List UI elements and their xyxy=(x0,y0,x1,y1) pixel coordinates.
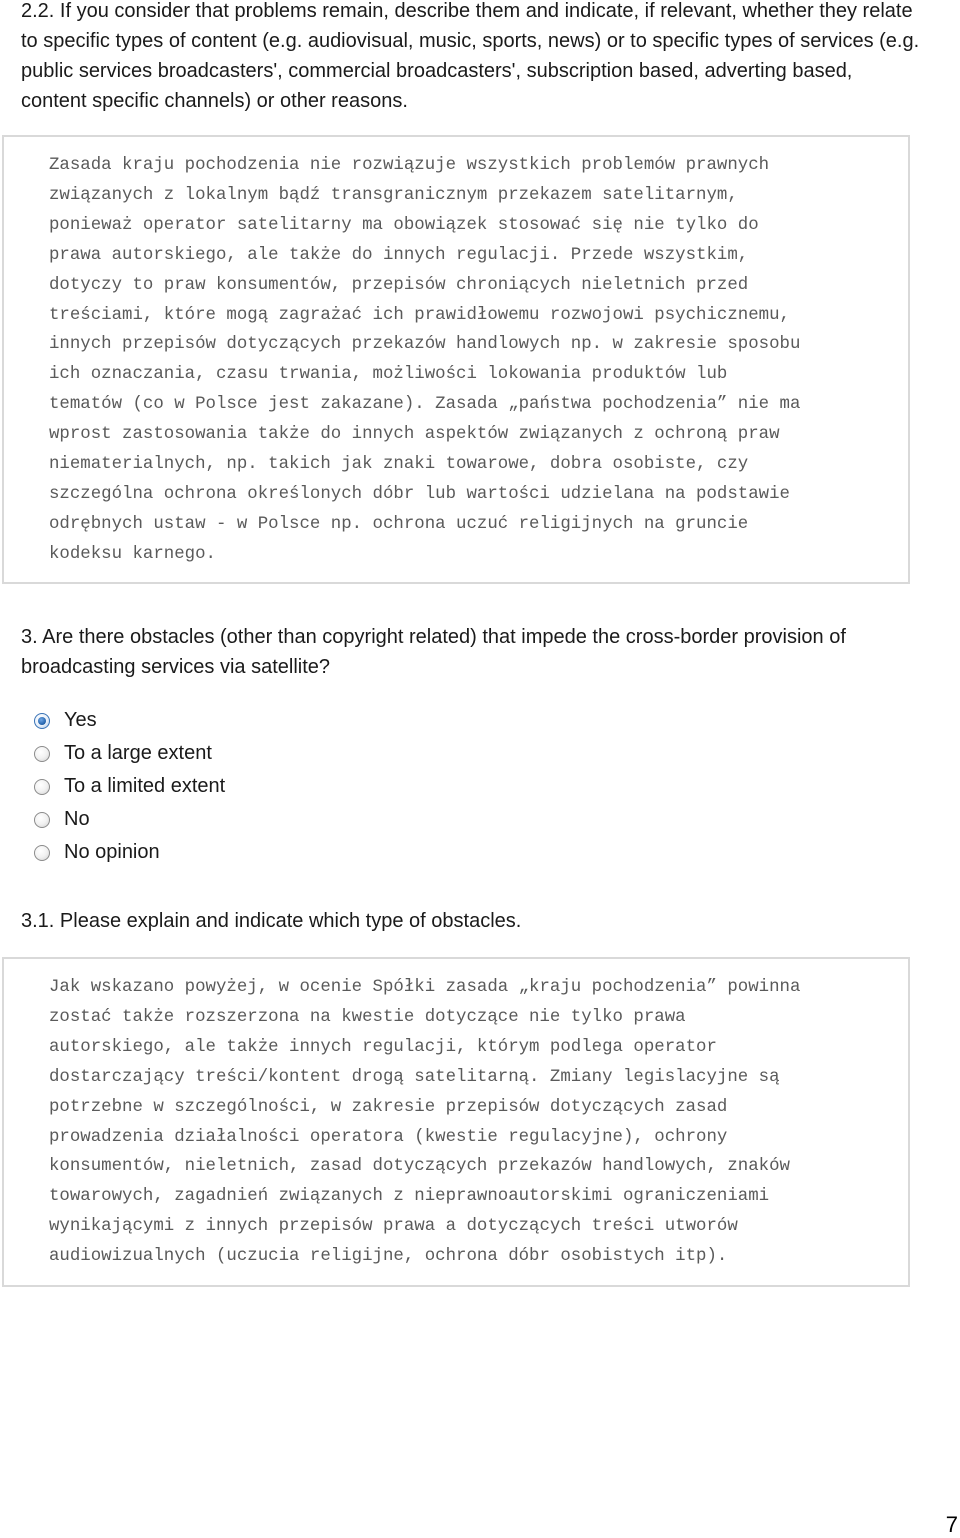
answer-text-3-1: Jak wskazano powyżej, w ocenie Spółki zasada „kraju pochodzenia” powinna zostać także rozszerzona na kwestie dotyczące nie tylko prawa autorskiego, ale także innych regulacji, którym podlega operator dostarczający treści/kontent drogą satelitarną. Zmiany legislacyjne są potrzebne w szczególności, w zakresie przepisów dotyczących zasad prowadzenia działalności operatora (kwestie regulacyjne), ochrony konsumentów, nieletnich, zasad dotyczących przekazów handlowych, znaków towarowych, zagadnień związanych z nieprawnoautorskimi ograniczeniami wynikającymi z innych przepisów prawa a dotyczących treści utworów audiowizualnych (uczucia religijne, ochrona dóbr osobistych itp). xyxy=(49,978,801,1267)
radio-option-large-extent[interactable] xyxy=(34,737,225,770)
radio-label: To a large extent xyxy=(64,742,212,764)
question-3-1: 3.1. Please explain and indicate which type of obstacles. xyxy=(21,910,522,932)
answer-box-2-2[interactable] xyxy=(2,135,910,584)
radio-button-icon[interactable] xyxy=(34,779,50,795)
radio-label: No xyxy=(64,808,90,830)
radio-group-obstacles xyxy=(34,704,225,869)
answer-text-2-2: Zasada kraju pochodzenia nie rozwiązuje wszystkich problemów prawnych związanych z lokalnym bądź transgranicznym przekazem satelitarnym, ponieważ operator satelitarny ma obowiązek stosować się nie tylko do prawa autorskiego, ale także do innych regulacji. Przede wszystkim, dotyczy to praw konsumentów, przepisów chroniących nieletnich przed treściami, które mogą zagrażać ich prawidłowemu rozwojowi psychicznemu, innych przepisów dotyczących przekazów handlowych np. w zakresie sposobu ich oznaczania, czasu trwania, możliwości lokowania produktów lub tematów (co w Polsce jest zakazane). Zasada „państwa pochodzenia” nie ma wprost zastosowania także do innych aspektów związanych z ochroną praw niematerialnych, np. takich jak znaki towarowe, dobra osobiste, czy szczególna ochrona określonych dóbr lub wartości udzielana na podstawie odrębnych ustaw - w Polsce np. ochrona uczuć religijnych na gruncie kodeksu karnego. xyxy=(49,156,801,564)
radio-button-icon[interactable] xyxy=(34,845,50,861)
radio-button-icon[interactable] xyxy=(34,812,50,828)
answer-box-3-1[interactable] xyxy=(2,957,910,1287)
radio-button-icon[interactable] xyxy=(34,746,50,762)
page-number: 7 xyxy=(945,1512,958,1537)
radio-option-limited-extent[interactable] xyxy=(34,770,225,803)
radio-button-checked-icon[interactable] xyxy=(34,713,50,729)
radio-option-no[interactable] xyxy=(34,803,225,836)
radio-label: To a limited extent xyxy=(64,775,226,797)
radio-label: Yes xyxy=(64,709,97,731)
question-3: 3. Are there obstacles (other than copyright related) that impede the cross-border provision of broadcasting services via satellite? xyxy=(21,626,846,678)
radio-option-no-opinion[interactable] xyxy=(34,836,225,869)
radio-label: No opinion xyxy=(64,841,160,863)
question-2-2: 2.2. If you consider that problems remain, describe them and indicate, if relevant, whether they relate to specific types of content (e.g. audiovisual, music, sports, news) or to specific types of services (e.g. public services broadcasters', commercial broadcasters', subscription based, adverting based, content specific channels) or other reasons. xyxy=(21,0,920,112)
radio-option-yes[interactable] xyxy=(34,704,225,737)
